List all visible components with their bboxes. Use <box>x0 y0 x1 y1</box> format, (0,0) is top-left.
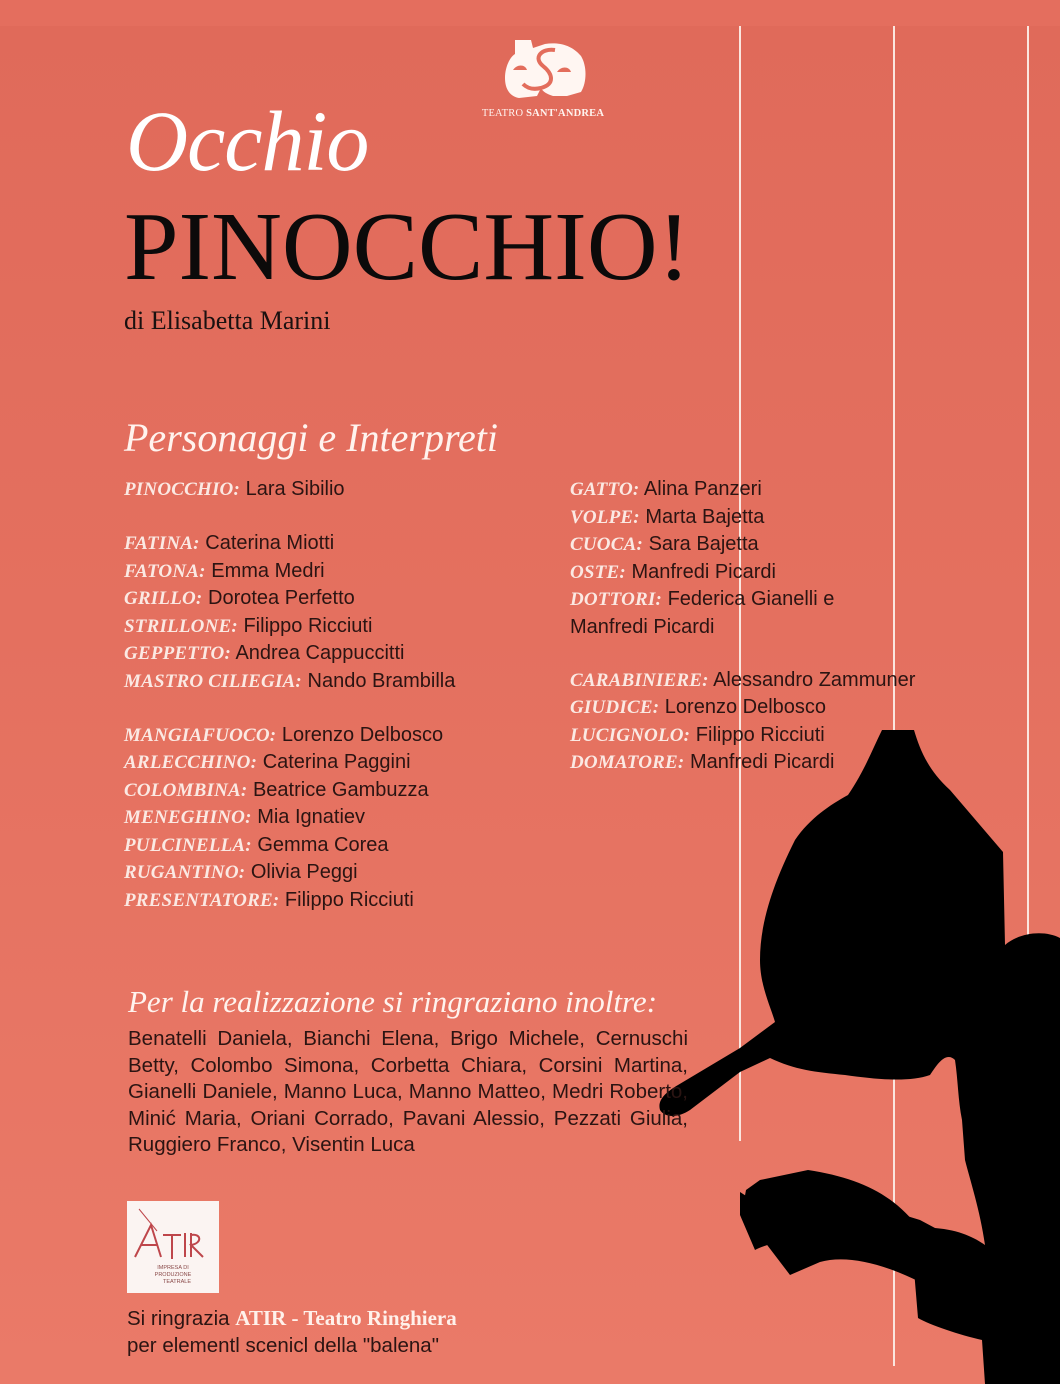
cast-row: MASTRO CILIEGIA: Nando Brambilla <box>124 669 456 692</box>
cast-row: GIUDICE: Lorenzo Delbosco <box>570 696 827 718</box>
atir-credit: ATIR - Teatro Ringhiera <box>235 1306 457 1330</box>
cast-row: CARABINIERE: Alessandro Zammuner <box>570 668 916 691</box>
cast-row: DOMATORE: Manfredi Picardi <box>570 751 835 773</box>
cast-row: LUCIGNOLO: Filippo Ricciuti <box>570 723 825 746</box>
cast-row: ARLECCHINO: Caterina Paggini <box>124 751 411 773</box>
svg-text:TEATRALE: TEATRALE <box>162 1279 192 1285</box>
atir-logo-icon <box>127 1201 219 1293</box>
cast-row: DOTTORI: Federica Gianelli e <box>570 588 835 610</box>
cast-left-column <box>124 476 455 914</box>
cast-row: PINOCCHIO: Lara Sibilio <box>124 478 345 500</box>
cast-row: PULCINELLA: Gemma Corea <box>124 833 389 856</box>
svg-text:PRODUZIONE: PRODUZIONE <box>154 1272 192 1278</box>
cast-row: CUOCA: Sara Bajetta <box>570 533 759 555</box>
cast-row: OSTE: Manfredi Picardi <box>570 560 776 583</box>
cast-row: STRILLONE: Filippo Ricciuti <box>124 614 373 637</box>
theatre-name: TEATRO SANT'ANDREA <box>481 108 605 119</box>
cast-row: GATTO: Alina Panzeri <box>570 478 762 500</box>
cast-row: VOLPE: Marta Bajetta <box>570 505 765 528</box>
cast-row: MENEGHINO: Mia Ignatiev <box>124 806 366 828</box>
teatro-sant-andrea-logo <box>478 36 608 119</box>
cast-row: GEPPETTO: Andrea Cappuccitti <box>124 642 405 664</box>
atir-logo <box>127 1201 219 1293</box>
title-pinocchio: PINOCCHIO! <box>124 193 691 301</box>
thanks-names: Benatelli Daniela, Bianchi Elena, Brigo Michele, Cernuschi Betty, Colombo Simona, Corbetta Chiara, Corsini Martina, Gianelli Daniele, Manno Luca, Manno Matteo, Medri Roberto, Minić Maria, Oriani Corrado, Pavani Alessio, Pezzati Giulia, Ruggiero Franco, Visentin Luca <box>128 1027 688 1157</box>
footer-line-2: per elementl scenicl della "balena" <box>127 1334 439 1357</box>
thanks-heading: Per la realizzazione si ringraziano inoltre: <box>128 984 658 1019</box>
cast-right-column <box>570 476 915 777</box>
cast-row: GRILLO: Dorotea Perfetto <box>124 587 355 609</box>
cast-row: RUGANTINO: Olivia Peggi <box>124 861 358 883</box>
theatre-mask-icon <box>497 36 589 102</box>
cast-row: COLOMBINA: Beatrice Gambuzza <box>124 778 429 801</box>
cast-row: FATINA: Caterina Miotti <box>124 532 335 554</box>
cast-row: MANGIAFUOCO: Lorenzo Delbosco <box>124 723 444 746</box>
svg-text:IMPRESA DI: IMPRESA DI <box>157 1265 189 1271</box>
author-credit: di Elisabetta Marini <box>124 306 331 335</box>
title-occhio: Occhio <box>126 93 369 189</box>
footer-line-1: Si ringrazia ATIR - Teatro Ringhiera <box>127 1306 457 1330</box>
cast-row: PRESENTATORE: Filippo Ricciuti <box>124 888 414 911</box>
cast-row: FATONA: Emma Medri <box>124 559 325 582</box>
cast-row: Manfredi Picardi <box>570 615 715 638</box>
cast-heading: Personaggi e Interpreti <box>124 415 499 460</box>
